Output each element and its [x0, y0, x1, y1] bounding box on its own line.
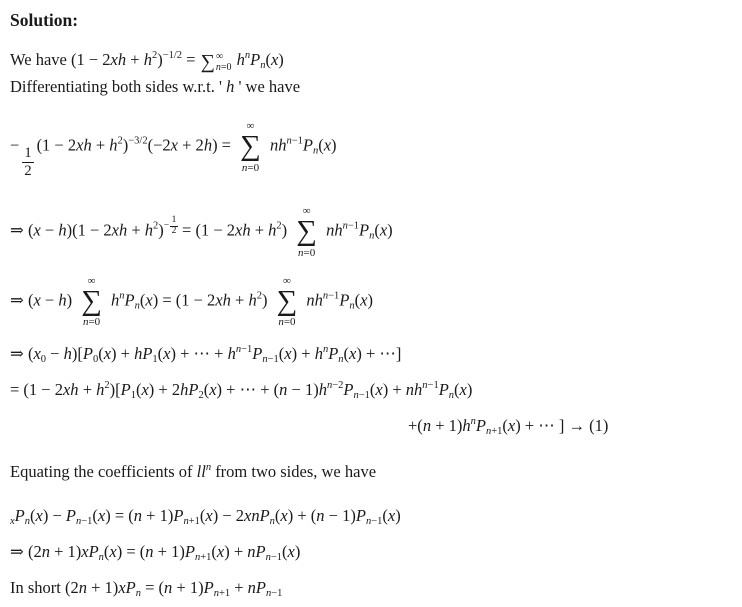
- text-run: from two sides, we have: [211, 461, 377, 481]
- superscript: n−1: [342, 220, 359, 232]
- math-run: = (n + 1)P: [140, 577, 214, 597]
- math-run: nh: [306, 290, 323, 310]
- math-run: ): [158, 220, 164, 240]
- text-run: Equating the coefficients of: [10, 461, 197, 481]
- math-run: ⇒ (x − h): [10, 290, 77, 310]
- math-run: ): [157, 50, 163, 69]
- sigma-icon: ∑: [240, 130, 261, 163]
- math-run: P: [359, 220, 370, 240]
- math-run: (x) = (n + 1)P: [92, 505, 184, 525]
- superscript: n: [244, 50, 251, 61]
- math-run: (x) + ⋯]: [343, 343, 402, 363]
- math-run: (x) − P: [30, 505, 76, 525]
- math-run: (1 − 2xh + h: [70, 50, 152, 69]
- superscript: n: [205, 461, 212, 473]
- equation-expanded-rhs-continued: [408, 415, 732, 437]
- summation-symbol: [277, 275, 298, 329]
- subscript: n−1: [76, 515, 93, 527]
- math-run: (x) + nP: [211, 541, 266, 561]
- math-run: P: [438, 379, 449, 399]
- math-run: (x): [454, 379, 473, 399]
- math-run: ): [261, 290, 272, 310]
- equation-recurrence: [10, 541, 732, 563]
- math-run: (x): [265, 50, 284, 69]
- summation-upper-limit: ∞: [302, 205, 311, 218]
- superscript: n: [322, 343, 329, 355]
- math-run: P: [14, 505, 25, 525]
- math-run: h: [226, 77, 235, 96]
- math-run: (x) + hP: [98, 343, 153, 363]
- math-run: (1 − 2xh + h: [36, 135, 118, 155]
- math-run: + nP: [230, 577, 267, 597]
- math-run: (x) + ⋯ + h: [157, 343, 236, 363]
- math-run: ll: [196, 461, 206, 481]
- statement-differentiate: [10, 76, 732, 98]
- subscript: n: [349, 300, 355, 312]
- subscript: n: [338, 353, 344, 365]
- summation-upper-limit: ∞: [283, 274, 291, 287]
- math-run: +(n + 1)h: [408, 415, 471, 435]
- statement-generating-function: [10, 49, 732, 73]
- text-run: We have: [10, 50, 71, 69]
- math-run: P: [475, 415, 486, 435]
- superscript: n: [470, 415, 476, 427]
- solution-lines: [10, 49, 732, 599]
- sigma-icon: ∑: [276, 284, 298, 317]
- fraction-numerator: 1: [22, 146, 33, 163]
- superscript: n−1: [422, 379, 439, 391]
- subscript: n+1: [213, 587, 231, 599]
- subscript: n: [98, 551, 104, 563]
- math-run: P: [302, 135, 313, 155]
- equation-series-form: [10, 275, 732, 329]
- text-run: Differentiating both sides w.r.t. ': [10, 77, 227, 96]
- superscript: 2: [104, 379, 110, 391]
- text-run: In short: [10, 577, 65, 597]
- math-run: (x) − 2xnP: [199, 505, 270, 525]
- equation-expanded-lhs: [10, 343, 732, 365]
- superscript: 2: [117, 135, 123, 147]
- sigma-icon: ∑: [296, 215, 317, 248]
- summation-symbol: [240, 120, 261, 174]
- subscript: n: [312, 145, 319, 157]
- fraction: [22, 146, 33, 179]
- math-run: ⇒ (2n + 1)xP: [10, 541, 99, 561]
- superscript: n−1: [286, 135, 303, 147]
- math-run: )[P: [109, 379, 131, 399]
- math-run: (x) + ⋯ ] → (1): [502, 415, 609, 435]
- subscript: 0: [92, 353, 99, 365]
- math-run: (x) + h: [278, 343, 323, 363]
- math-run: =: [182, 50, 200, 69]
- subscript: 2: [198, 389, 204, 401]
- subscript: n−1: [266, 587, 283, 599]
- math-run: ): [122, 135, 129, 155]
- math-run: (x): [282, 541, 301, 561]
- subscript: n: [369, 230, 375, 242]
- fraction-denominator: 2: [171, 226, 177, 237]
- math-run: nh: [326, 220, 343, 240]
- fraction: [170, 216, 178, 237]
- superscript: −3/2: [128, 135, 148, 147]
- sigma-icon: ∑: [81, 284, 102, 317]
- summation-lower-limit: n=0: [241, 161, 260, 174]
- math-run: (x) + ⋯ + (n − 1)h: [203, 379, 327, 399]
- subscript: n+1: [194, 551, 212, 563]
- math-run: P: [343, 379, 354, 399]
- equation-derivative: [10, 120, 732, 179]
- subscript: n−1: [365, 515, 383, 527]
- math-run: −: [10, 135, 20, 155]
- superscript: n−1: [322, 290, 340, 302]
- math-run: P: [252, 343, 263, 363]
- math-run: (x): [354, 290, 373, 310]
- summation-limits: [216, 51, 232, 73]
- inline-summation-symbol: [201, 51, 232, 73]
- subscript: n: [135, 587, 141, 599]
- math-run: P: [339, 290, 350, 310]
- subscript: n: [24, 515, 31, 527]
- minus-sign: −: [163, 220, 170, 231]
- subscript: n−1: [262, 353, 279, 365]
- subscript: n−1: [265, 551, 283, 563]
- summation-symbol: [296, 205, 317, 259]
- math-run: (x) = (1 − 2xh + h: [139, 290, 257, 310]
- math-run: ): [281, 220, 292, 240]
- summation-lower-limit: n=0: [298, 246, 316, 259]
- superscript-fraction: [164, 216, 178, 237]
- math-run: h: [111, 290, 120, 310]
- summation-lower-limit: n=0: [215, 62, 232, 73]
- summation-upper-limit: ∞: [215, 51, 223, 62]
- superscript: n−1: [235, 343, 253, 355]
- math-run: − h)[P: [46, 343, 93, 363]
- summation-upper-limit: ∞: [87, 274, 96, 287]
- superscript: −1/2: [162, 50, 183, 61]
- superscript: 2: [153, 220, 159, 232]
- math-run: (x): [318, 135, 337, 155]
- solution-heading: Solution:: [10, 10, 79, 30]
- subscript: n: [269, 515, 275, 527]
- math-run: = (1 − 2xh + h: [177, 220, 277, 240]
- math-run: P: [250, 50, 261, 69]
- math-run: nh: [269, 135, 287, 155]
- equation-coefficient-relation: [10, 505, 732, 527]
- math-run: (−2x + 2h) =: [147, 135, 236, 155]
- math-run: (x) + 2hP: [135, 379, 199, 399]
- statement-equate-coefficients: [10, 461, 732, 483]
- math-run: (x) + (n − 1)P: [274, 505, 366, 525]
- subscript: n: [134, 300, 140, 312]
- math-run: P: [124, 290, 135, 310]
- subscript: 0: [40, 353, 47, 365]
- superscript: 2: [151, 50, 158, 61]
- math-run: ⇒ (x: [10, 343, 41, 363]
- subscript: n+1: [485, 425, 503, 437]
- superscript: n: [119, 290, 125, 302]
- text-run: ' we have: [234, 77, 301, 96]
- math-run: P: [328, 343, 339, 363]
- subscript: n−1: [353, 389, 370, 401]
- superscript: 2: [256, 290, 262, 302]
- statement-in-short: [10, 577, 732, 599]
- fraction-numerator: 1: [171, 214, 177, 225]
- math-run: h: [236, 50, 245, 69]
- subscript: n+1: [183, 515, 200, 527]
- summation-symbol: [81, 275, 102, 329]
- subscript: 1: [152, 353, 158, 365]
- equation-multiplied: [10, 205, 732, 259]
- summation-lower-limit: n=0: [278, 316, 296, 329]
- superscript: 2: [276, 220, 282, 232]
- subscript: n: [260, 60, 266, 71]
- summation-upper-limit: ∞: [246, 120, 255, 132]
- math-run: (x): [382, 505, 401, 525]
- subscript: n: [448, 389, 455, 401]
- subscript: 1: [130, 389, 136, 401]
- summation-lower-limit: n=0: [82, 316, 101, 329]
- math-run: (2n + 1)xP: [65, 577, 136, 597]
- math-run: (x): [374, 220, 393, 240]
- sigma-icon: ∑: [200, 51, 215, 73]
- math-run: (x) + nh: [369, 379, 423, 399]
- math-run: ⇒ (x − h)(1 − 2xh + h: [10, 220, 154, 240]
- superscript: n−2: [326, 379, 344, 391]
- subscript: x: [10, 515, 15, 527]
- math-run: = (1 − 2xh + h: [10, 379, 105, 399]
- math-run: (x) = (n + 1)P: [103, 541, 195, 561]
- fraction-denominator: 2: [24, 162, 32, 179]
- equation-expanded-rhs: [10, 379, 732, 401]
